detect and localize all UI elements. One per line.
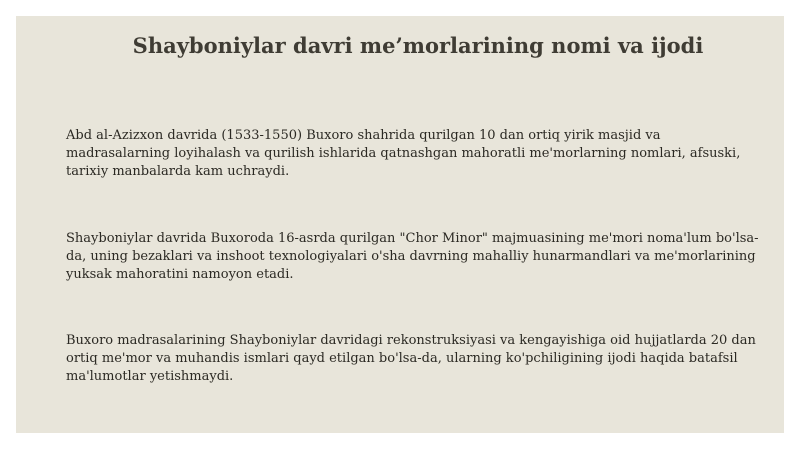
paragraph-2: Shayboniylar davrida Buxoroda 16-asrda qurilgan "Chor Minor" majmuasining me'mori noma'lum bo'lsa-da, uning bezaklari va inshoot texnologiyalari o'sha davrning mahalliy hunarmandlari va me'morlarining yuksak mahoratini namoyon etadi.	[66, 231, 759, 282]
paragraph-1: Abd al-Azizxon davrida (1533-1550) Buxoro shahrida qurilgan 10 dan ortiq yirik masjid va madrasalarning loyihalash va qurilish ishlarida qatnashgan mahoratli me'morlarning nomlari, afsuski, tarixiy manbalarda kam uchraydi.	[66, 128, 741, 179]
slide-title: Shayboniylar davri me’morlarining nomi va ijodi	[132, 33, 704, 58]
slide	[16, 16, 784, 433]
paragraph-3: Buxoro madrasalarining Shayboniylar davridagi rekonstruksiyasi va kengayishiga oid hujjatlarda 20 dan ortiq me'mor va muhandis ismlari qayd etilgan bo'lsa-da, ularning ko'pchiligining ijodi haqida batafsil ma'lumotlar yetishmaydi.	[66, 333, 756, 384]
